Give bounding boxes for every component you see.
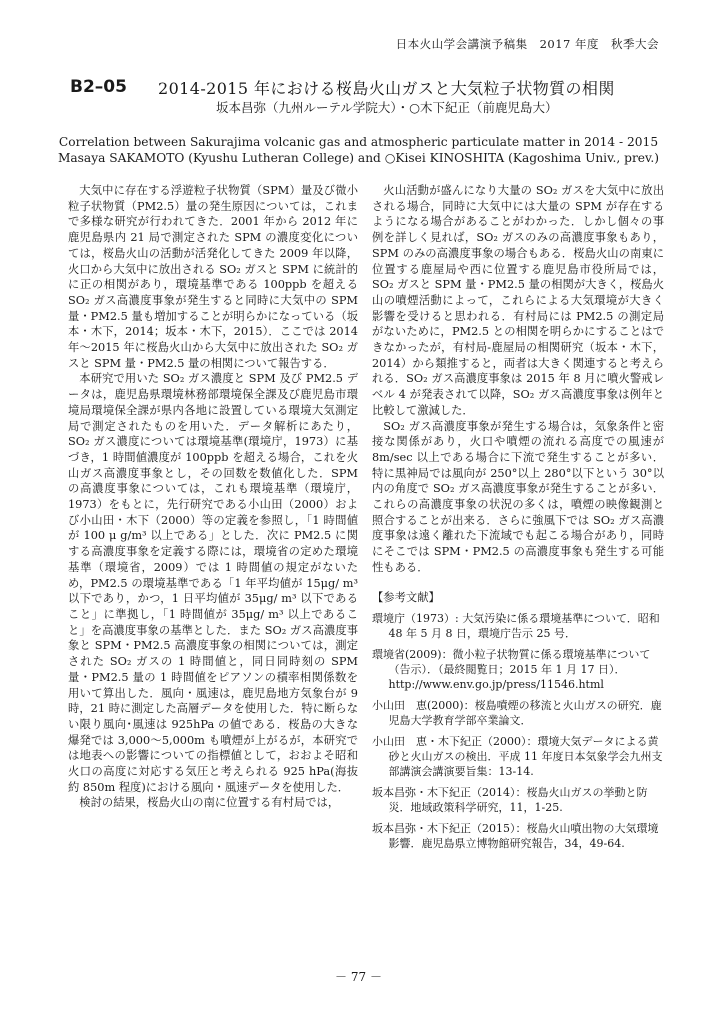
reference-item: 坂本昌弥・木下紀正（2014）：桜島火山ガスの挙動と防災．地域政策科学研究，11，1-25.: [372, 786, 648, 815]
reference-item: 環境省(2009)：微小粒子状物質に係る環境基準について（告示）．（最終閲覧日；2015 年 1 月 17 日）．http://www.env.go.jp/press/11546.html: [372, 648, 651, 692]
body-paragraph: 大気中に存在する浮遊粒子状物質（SPM）量及び微小粒子状物質（PM2.5）量の発生原因については，これまで多様な研究が行われてきた．2001 年から 2012 年に鹿児島県内 21 局で測定された SPM の濃度変化については，桜島火山の活動が活発化してきた 2009 年以降，火口から大気中に放出される SO₂ ガスと SPM に統計的に正の相関があり，環境基準である 100ppb を超える SO₂ ガス高濃度事象が発生すると同時に大気中の SPM 量・PM2.5 量も増加することが明らかになっている（坂本・木下，2014；坂本・木下，2015）．ここでは 2014 年～2015 年に桜島火山から大気中に放出された SO₂ ガスと SPM 量・PM2.5 量の相関について報告する．: [68, 184, 358, 370]
page-number: － 77 －: [335, 970, 382, 984]
authors-en: Masaya SAKAMOTO (Kyushu Lutheran College) and ○Kisei KINOSHITA (Kagoshima Univ., prev.): [57, 151, 660, 165]
body-paragraph: 検討の結果，桜島火山の南に位置する有村局では，: [79, 796, 340, 810]
reference-item: 小山田 恵(2000)：桜島噴煙の移流と火山ガスの研究．鹿児島大学教育学部卒業論文．: [372, 699, 662, 728]
authors-jp: 坂本昌弥（九州ルーテル学院大）・○木下紀正（前鹿児島大）: [216, 100, 558, 115]
body-column-left: [68, 183, 358, 811]
reference-item: 坂本昌弥・木下紀正（2015）：桜島火山噴出物の大気環境影響．鹿児島県立博物館研究報告，34，49-64.: [372, 822, 659, 851]
body-paragraph: SO₂ ガス高濃度事象が発生する場合は，気象条件と密接な関係があり，火口や噴煙の流れる高度での風速が 8m/sec 以上である場合に下流で発生することが多い．特に黒神局では風向が 250°以上 280°以下という 30°以内の角度で SO₂ ガス高濃度事象が発生することが多い．これらの高濃度事象の状況の多くは，噴煙の映像観測と照合することが出来る．さらに強風下では SO₂ ガス高濃度事象は遠く離れた下流域でも起こる場合があり，同時にそこでは SPM・PM2.5 の高濃度事象も発生する可能性もある．: [372, 419, 664, 574]
reference-item: 小山田 恵・木下紀正（2000）：環境大気データによる黄砂と火山ガスの検出．平成 11 年度日本気象学会九州支部講演会講演要旨集：13-14.: [372, 735, 663, 779]
paper-id: B2–05: [70, 77, 127, 97]
reference-item: 環境庁（1973）: 大気汚染に係る環境基準について．昭和 48 年 5 月 8 日，環境庁告示 25 号．: [372, 612, 660, 641]
body-paragraph: 火山活動が盛んになり大量の SO₂ ガスを大気中に放出される場合，同時に大気中には大量の SPM が存在するようになる場合があることがわかった．しかし個々の事例を詳しく見れば，SO₂ ガスのみの高濃度事象もあり，SPM のみの高濃度事象の場合もある．桜島火山の南東に位置する鹿屋局や西に位置する鹿児島市役所局では，SO₂ ガスと SPM 量・PM2.5 量の相関が大きく，桜島火山の噴煙活動によって，これらによる大気環境が大きく影響を受けると思われる．有村局には PM2.5 の測定局がないために，PM2.5 との相関を明らかにすることはできなかったが，有村局-鹿屋局の相関研究（坂本・木下，2014）から類推すると，両者は大きく関連すると考えられる．SO₂ ガス高濃度事象は 2015 年 8 月に噴火警戒レベル 4 が発表されて以降，SO₂ ガス高濃度事象は例年と比較して激減した．: [372, 184, 664, 417]
body-paragraph: 本研究で用いた SO₂ ガス濃度と SPM 及び PM2.5 データは，鹿児島県環境林務部環境保全課及び鹿児島市環境局環境保全課が県内各地に設置している環境大気測定局で測定されたものを用いた．データ解析にあたり，SO₂ ガス濃度については環境基準(環境庁，1973）に基づき，1 時間値濃度が 100ppb を超える場合，これを火山ガス高濃度事象とし，その回数を数値化した．SPM の高濃度事象については，これも環境基準（環境庁，1973）をもとに，先行研究である小山田（2000）および小山田・木下（2000）等の定義を参照し，「1 時間値が 100 μ g/m³ 以上である」とした．次に PM2.5 に関する高濃度事象を定義する際には，環境省の定めた環境基準（環境省，2009）では 1 時間値の規定がないため，PM2.5 の環境基準である「1 年平均値が 15μg/ m³ 以下であり，かつ，1 日平均値が 35μg/ m³ 以下であること」に準拠し，「1 時間値が 35μg/ m³ 以上であること」を高濃度事象の基準とした．また SO₂ ガス高濃度事象と SPM・PM2.5 高濃度事象の相関については，測定された SO₂ ガスの 1 時間値と，同日同時刻の SPM 量・PM2.5 量の 1 時間値をピアソンの積率相関係数を用いて算出した．風向・風速は，鹿児島地方気象台が 9 時，21 時に測定した高層データを使用した．特に断らない限り風向･風速は 925hPa の値である．桜島の大きな爆発では 3,000～5,000m も噴煙が上がるが，本研究では地表への影響についての指標値として，おおよそ昭和火口の高度に対応する気圧と考えられる 925 hPa(海抜約 850m 程度)における風向・風速データを使用した．: [68, 372, 358, 794]
paper-title-en: Correlation between Sakurajima volcanic gas and atmospheric particulate matter in 2014 - 2015: [58, 135, 659, 149]
body-column-right: [372, 183, 664, 857]
references-heading: 【参考文献】: [372, 590, 440, 604]
paper-title-jp: 2014-2015 年における桜島火山ガスと大気粒子状物質の相関: [158, 79, 615, 98]
running-header: 日本火山学会講演予稿集 2017 年度 秋季大会: [395, 37, 659, 51]
